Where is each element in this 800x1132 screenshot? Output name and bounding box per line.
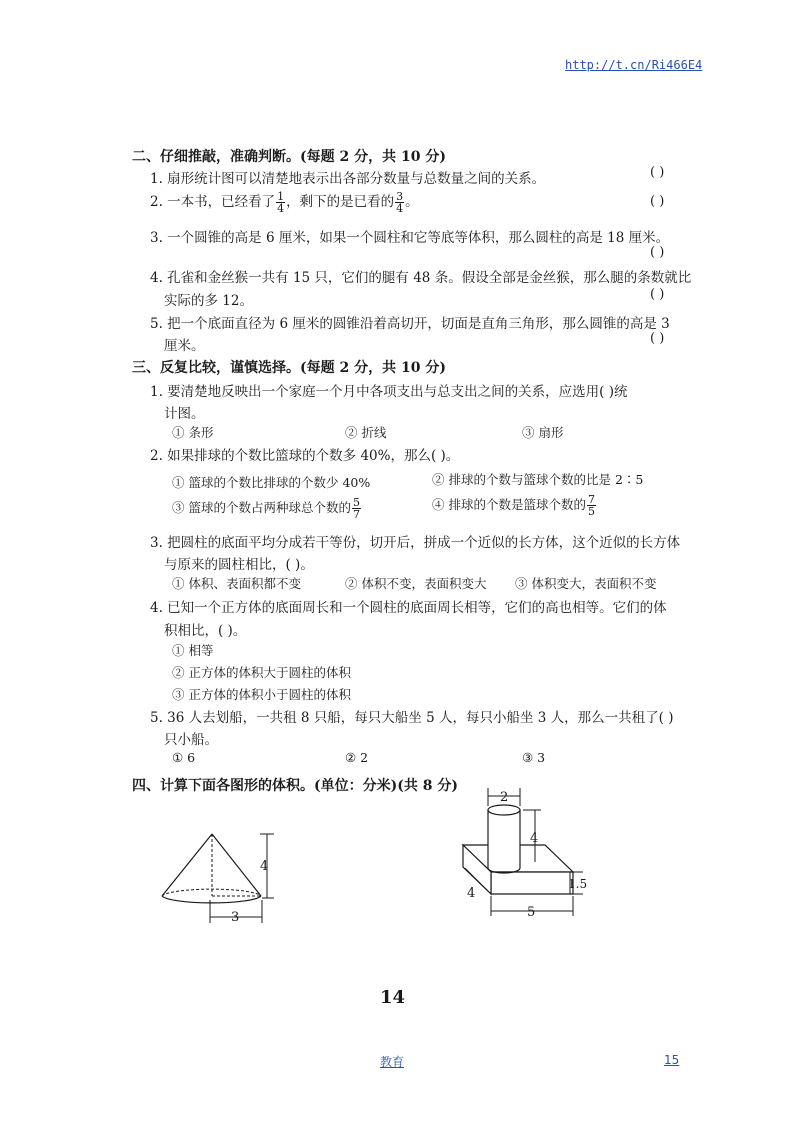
judge-q3: 3. 一个圆锥的高是 6 厘米，如果一个圆柱和它等底等体积，那么圆柱的高是 18 厘米。 (150, 230, 670, 246)
box-height-label: 1.5 (568, 877, 588, 891)
judge-q3-answer[interactable]: ( ) (650, 245, 665, 260)
judge-q4-line1: 4. 孔雀和金丝猴一共有 15 只，它们的腿有 48 条。假设全部是金丝猴，那么腿的条数就比 (150, 270, 692, 286)
choice-q5-line2: 只小船。 (164, 732, 218, 748)
judge-q2-text-c: 。 (405, 194, 419, 210)
choice-q4-option-2[interactable]: ② 正方体的体积大于圆柱的体积 (172, 665, 351, 680)
choice-q5-option-3[interactable]: ③ 3 (522, 750, 546, 765)
judge-q2-text-b: ，剩下的是已看的 (286, 194, 395, 210)
choice-q1-line1: 1. 要清楚地反映出一个家庭一个月中各项支出与总支出之间的关系，应选用( )统 (150, 384, 628, 400)
fraction-seven-fifths (587, 494, 596, 517)
choice-q5-line1: 5. 36 人去划船，一共租 8 只船，每只大船坐 5 人，每只小船坐 3 人，那么一共租了( ) (150, 710, 674, 726)
choice-q3-line2: 与原来的圆柱相比，( )。 (164, 557, 314, 573)
fraction-denominator: 5 (587, 505, 595, 518)
judge-q5-line1: 5. 把一个底面直径为 6 厘米的圆锥沿着高切开，切面是直角三角形，那么圆锥的高是 3 (150, 316, 670, 332)
cone-left-edge (162, 834, 212, 896)
choice-q2-option-1[interactable]: ① 篮球的个数比排球的个数少 40% (172, 475, 371, 490)
judge-q2 (150, 190, 419, 214)
judge-q5-line2: 厘米。 (164, 338, 205, 354)
section-3-title: 三、反复比较，谨慎选择。(每题 2 分，共 10 分) (132, 360, 446, 376)
fraction-denominator: 7 (352, 508, 360, 521)
choice-q3-line1: 3. 把圆柱的底面平均分成若干等份，切开后，拼成一个近似的长方体，这个近似的长方体 (150, 535, 681, 551)
source-url[interactable]: http://t.cn/Ri466E4 (565, 58, 703, 72)
fraction-three-quarters (395, 191, 404, 214)
cone-radius-label: 3 (231, 910, 240, 925)
choice-q2-option-4-text: ④ 排球的个数是篮球个数的 (432, 497, 586, 512)
choice-q2-option-3-text: ③ 篮球的个数占两种球总个数的 (172, 500, 351, 515)
fraction-five-sevenths (352, 497, 361, 520)
choice-q4-option-3[interactable]: ③ 正方体的体积小于圆柱的体积 (172, 687, 351, 702)
cylinder-box-figure (455, 782, 605, 932)
choice-q4-line1: 4. 已知一个正方体的底面周长和一个圆柱的底面周长相等，它们的高也相等。它们的体 (150, 600, 667, 616)
choice-q2: 2. 如果排球的个数比篮球的个数多 40%，那么( )。 (150, 448, 460, 464)
choice-q3-option-2[interactable]: ② 体积不变，表面积变大 (345, 576, 487, 591)
cone-base-front (162, 896, 261, 903)
fraction-numerator: 5 (352, 496, 360, 509)
fraction-one-quarter (276, 191, 285, 214)
judge-q1: 1. 扇形统计图可以清楚地表示出各部分数量与总数量之间的关系。 (150, 171, 546, 187)
choice-q1-option-2[interactable]: ② 折线 (345, 425, 387, 440)
judge-q4-line2: 实际的多 12。 (164, 293, 253, 309)
section-4-title: 四、计算下面各图形的体积。(单位：分米)(共 8 分) (132, 778, 458, 794)
page-number: 14 (380, 987, 406, 1008)
fraction-numerator: 1 (277, 190, 285, 203)
choice-q4-option-1[interactable]: ① 相等 (172, 643, 214, 658)
box-front-face (491, 872, 573, 894)
judge-q2-text-a: 2. 一本书，已经看了 (150, 194, 276, 210)
cone-height-label: 4 (260, 859, 269, 874)
fraction-denominator: 4 (277, 202, 285, 215)
choice-q2-option-4[interactable] (432, 494, 597, 517)
judge-q1-answer[interactable]: ( ) (650, 165, 665, 180)
judge-q5-answer[interactable]: ( ) (650, 331, 665, 346)
choice-q5-option-1[interactable]: ① 6 (172, 750, 196, 765)
cone-right-edge (212, 834, 261, 896)
footer-link-left[interactable]: 教育 (380, 1055, 405, 1069)
cone-figure (150, 820, 290, 930)
judge-q4-answer[interactable]: ( ) (650, 287, 665, 302)
choice-q5-option-2[interactable]: ② 2 (345, 750, 369, 765)
choice-q1-option-1[interactable]: ① 条形 (172, 425, 214, 440)
choice-q1-line2: 计图。 (164, 406, 205, 422)
box-length-label: 5 (527, 905, 536, 920)
fraction-numerator: 7 (587, 493, 595, 506)
choice-q2-option-2[interactable]: ② 排球的个数与篮球个数的比是 2∶5 (432, 472, 644, 487)
fraction-numerator: 3 (396, 190, 404, 203)
footer-link-right[interactable]: 15 (664, 1053, 680, 1067)
choice-q3-option-1[interactable]: ① 体积、表面积都不变 (172, 576, 301, 591)
box-width-label: 4 (467, 886, 476, 901)
cylinder-body (488, 810, 520, 868)
choice-q4-line2: 积相比，( )。 (164, 623, 247, 639)
section-2-title: 二、仔细推敲，准确判断。(每题 2 分，共 10 分) (132, 149, 446, 165)
choice-q2-option-3[interactable] (172, 497, 362, 520)
fraction-denominator: 4 (396, 202, 404, 215)
judge-q2-answer[interactable]: ( ) (650, 194, 665, 209)
choice-q1-option-3[interactable]: ③ 扇形 (522, 425, 564, 440)
cyl-height-label: 4 (530, 831, 539, 846)
cylinder-top (488, 805, 520, 815)
choice-q3-option-3[interactable]: ③ 体积变大，表面积不变 (515, 576, 657, 591)
cyl-diameter-label: 2 (500, 790, 509, 805)
